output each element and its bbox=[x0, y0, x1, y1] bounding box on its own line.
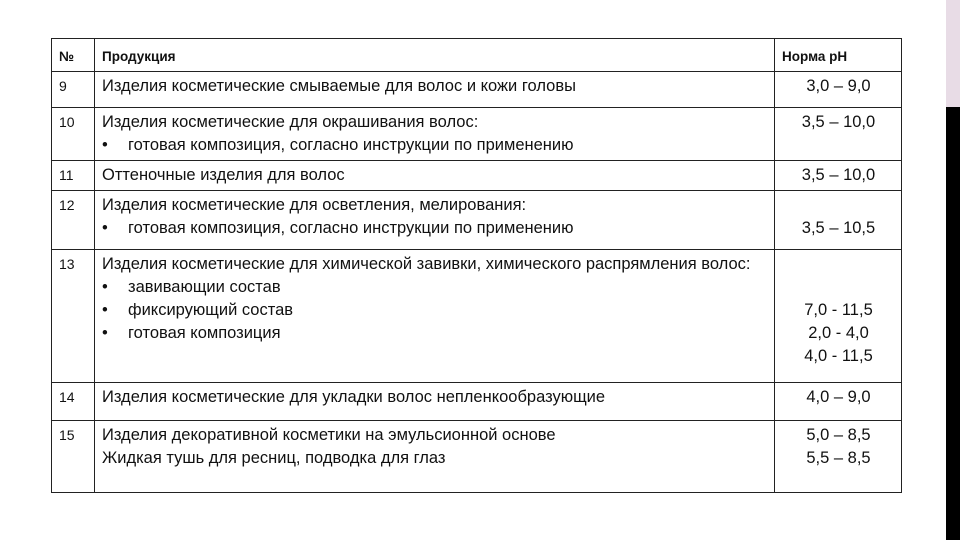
list-item: • фиксирующий состав bbox=[102, 299, 768, 322]
product-title: Изделия косметические смываемые для волос и кожи головы bbox=[102, 77, 576, 95]
ph-value: 5,5 – 8,5 bbox=[806, 449, 871, 467]
row-number: 12 bbox=[52, 191, 95, 250]
product-title-secondary: Жидкая тушь для ресниц, подводка для глаз bbox=[102, 449, 446, 467]
list-item: • готовая композиция, согласно инструкции по применению bbox=[102, 217, 768, 240]
table-header-row bbox=[52, 39, 902, 72]
list-item: • готовая композиция, согласно инструкции по применению bbox=[102, 134, 768, 157]
ph-value: 7,0 - 11,5 bbox=[804, 301, 873, 319]
ph-value: 2,0 - 4,0 bbox=[808, 324, 869, 342]
row-ph bbox=[775, 383, 902, 421]
product-title: Изделия косметические для осветления, мелирования: bbox=[102, 196, 527, 214]
table-row bbox=[52, 383, 902, 421]
row-number: 9 bbox=[52, 72, 95, 108]
product-list bbox=[102, 134, 768, 157]
row-ph bbox=[775, 421, 902, 493]
table-row bbox=[52, 191, 902, 250]
ph-value: 3,5 – 10,5 bbox=[801, 219, 876, 237]
product-title: Изделия косметические для химической завивки, химического распрямления волос: bbox=[102, 255, 751, 273]
row-product bbox=[95, 383, 775, 421]
row-number: 11 bbox=[52, 161, 95, 191]
product-list bbox=[102, 217, 768, 240]
decorative-stripe-pink bbox=[946, 0, 960, 107]
product-title: Изделия косметические для окрашивания волос: bbox=[102, 113, 479, 131]
row-ph bbox=[775, 72, 902, 108]
row-ph bbox=[775, 161, 902, 191]
product-list bbox=[102, 276, 768, 345]
row-product bbox=[95, 72, 775, 108]
row-ph bbox=[775, 250, 902, 383]
ph-value: 5,0 – 8,5 bbox=[806, 426, 871, 444]
list-item: • завивающии состав bbox=[102, 276, 768, 299]
ph-norms-table bbox=[51, 38, 902, 493]
row-number: 14 bbox=[52, 383, 95, 421]
product-title: Оттеночные изделия для волос bbox=[102, 166, 345, 184]
table-row bbox=[52, 108, 902, 161]
row-ph bbox=[775, 108, 902, 161]
header-ph: Норма pH bbox=[775, 39, 902, 72]
header-product: Продукция bbox=[95, 39, 775, 72]
decorative-stripe-black bbox=[946, 107, 960, 540]
row-product bbox=[95, 108, 775, 161]
row-product bbox=[95, 191, 775, 250]
row-product bbox=[95, 161, 775, 191]
row-product bbox=[95, 421, 775, 493]
row-number: 13 bbox=[52, 250, 95, 383]
row-number: 10 bbox=[52, 108, 95, 161]
ph-value: 4,0 - 11,5 bbox=[804, 347, 873, 365]
list-item: • готовая композиция bbox=[102, 322, 768, 345]
table-row bbox=[52, 161, 902, 191]
header-number: № bbox=[52, 39, 95, 72]
ph-value: 4,0 – 9,0 bbox=[806, 388, 871, 406]
ph-value: 3,5 – 10,0 bbox=[801, 113, 876, 131]
product-title: Изделия косметические для укладки волос непленкообразующие bbox=[102, 388, 606, 406]
table-row bbox=[52, 421, 902, 493]
row-ph bbox=[775, 191, 902, 250]
row-product bbox=[95, 250, 775, 383]
product-title: Изделия декоративной косметики на эмульсионной основе bbox=[102, 426, 556, 444]
table-row bbox=[52, 250, 902, 383]
table-row bbox=[52, 72, 902, 108]
ph-value: 3,5 – 10,0 bbox=[801, 166, 876, 184]
ph-value: 3,0 – 9,0 bbox=[806, 77, 871, 95]
row-number: 15 bbox=[52, 421, 95, 493]
